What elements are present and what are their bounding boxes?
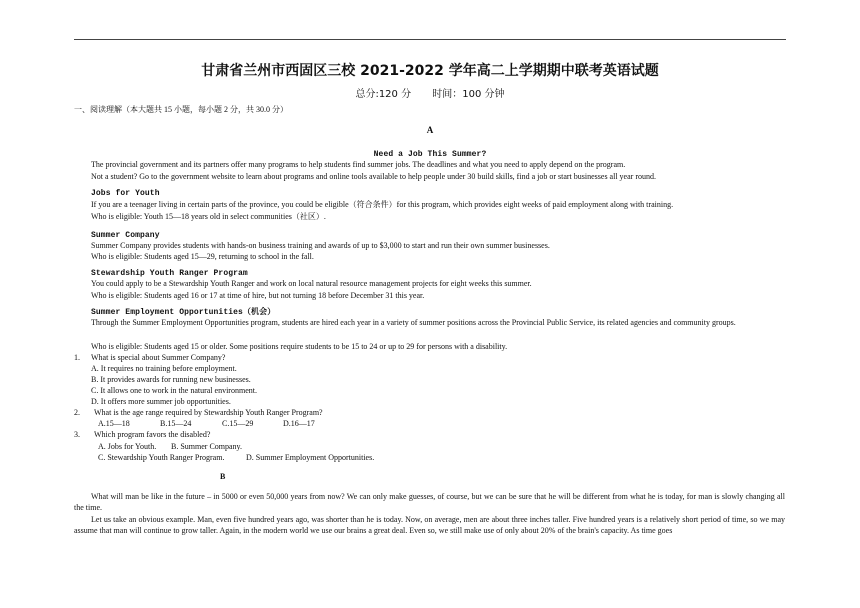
answer-option: D.16—17 <box>283 419 315 428</box>
exam-time: 时间：100 分钟 <box>432 89 505 100</box>
paragraph: Who is eligible: Youth 15—18 years old in select communities（社区）. <box>91 212 326 221</box>
passage-b-letter: B <box>220 472 226 481</box>
question-number: 2. <box>74 408 80 417</box>
paragraph: Let us take an obvious example. Man, even five hundred years ago, was shorter than he is today. Now, on average, men are about three inches taller. Five hundred years is a relatively short period of time, so we may assume that man will continue to grow taller. Again, in the modern world we use our brains a great deal. Even so, we still make use of only about 20% of the brain's capacity. As time goes <box>74 515 785 535</box>
paragraph: Summer Company provides students with hands-on business training and awards of up to $3,000 to start and run their own summer businesses. <box>91 241 550 250</box>
answer-option: B. Summer Company. <box>171 442 243 451</box>
paragraph: Through the Summer Employment Opportunities program, students are hired each year in a variety of summer positions across the Provincial Public Service, its related agencies and community groups. <box>91 318 736 327</box>
paragraph: Who is eligible: Students aged 16 or 17 at time of hire, but not turning 18 before December 31 this year. <box>91 291 425 300</box>
question-stem: Which program favors the disabled? <box>94 430 211 439</box>
paragraph: You could apply to be a Stewardship Youth Ranger and work on local natural resource management projects for eight weeks this summer. <box>91 279 532 288</box>
paragraph: The provincial government and its partners offer many programs to help students find summer jobs. The deadlines and what you need to apply depend on the program. <box>91 160 626 169</box>
question-number: 1. <box>74 353 80 362</box>
answer-option: A. Jobs for Youth. <box>98 442 157 451</box>
document-title: 甘肃省兰州市西固区三校 2021-2022 学年高二上学期期中联考英语试题 <box>201 63 659 79</box>
header-rule <box>74 39 786 40</box>
subheading: Stewardship Youth Ranger Program <box>91 269 248 278</box>
answer-option: C.15—29 <box>222 419 254 428</box>
answer-option: A.15—18 <box>98 419 130 428</box>
subheading: Summer Company <box>91 231 160 240</box>
subheading: Jobs for Youth <box>91 189 160 198</box>
answer-option: C. Stewardship Youth Ranger Program. <box>98 453 225 462</box>
paragraph: Not a student? Go to the government website to learn about programs and online tools available to help people under 30 build skills, find a job or start businesses all year round. <box>91 172 656 181</box>
paragraph: Who is eligible: Students aged 15—29, returning to school in the fall. <box>91 252 314 261</box>
answer-option: A. It requires no training before employment. <box>91 364 237 373</box>
paragraph: Who is eligible: Students aged 15 or older. Some positions require students to be 15 to 24 or up to 29 for persons with a disability. <box>91 342 508 351</box>
passage-a-letter: A <box>426 125 434 135</box>
question-stem: What is the age range required by Stewardship Youth Ranger Program? <box>94 408 323 417</box>
passage-a-headline: Need a Job This Summer? <box>373 150 487 159</box>
total-score: 总分:120 分 <box>355 89 412 100</box>
question-stem: What is special about Summer Company? <box>91 353 226 362</box>
question-number: 3. <box>74 430 80 439</box>
answer-option: C. It allows one to work in the natural environment. <box>91 386 257 395</box>
answer-option: D. Summer Employment Opportunities. <box>246 453 375 462</box>
paragraph: If you are a teenager living in certain parts of the province, you could be eligible（符合条件）for this program, which provides eight weeks of paid employment along with training. <box>91 200 674 209</box>
answer-option: D. It offers more summer job opportunities. <box>91 397 231 406</box>
section-heading: 一、阅读理解（本大题共 15 小题，每小题 2 分，共 30.0 分） <box>74 105 288 114</box>
answer-option: B. It provides awards for running new businesses. <box>91 375 251 384</box>
answer-option: B.15—24 <box>160 419 192 428</box>
paragraph: What will man be like in the future – in 5000 or even 50,000 years from now? We can only make guesses, of course, but we can be sure that he will be different from what he is today, for man is slowly changing all the time. <box>74 492 785 512</box>
exam-meta <box>0 85 860 100</box>
subheading: Summer Employment Opportunities（机会） <box>91 308 276 317</box>
